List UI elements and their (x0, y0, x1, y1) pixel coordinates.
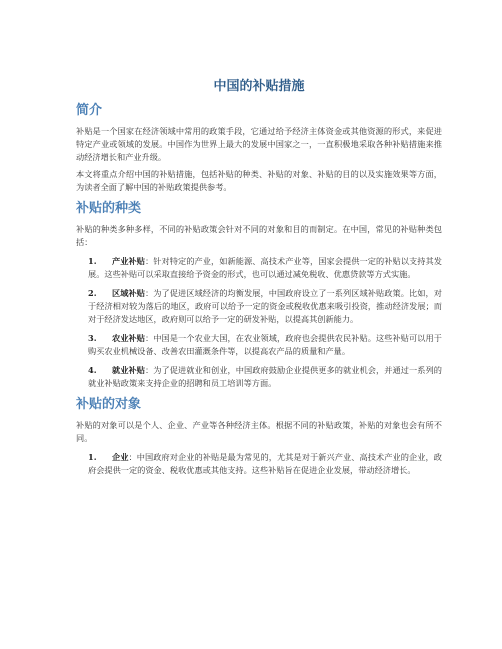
list-term: 区域补贴 (112, 288, 146, 298)
list-item (76, 451, 442, 477)
list-text: ：针对特定的产业，如新能源、高技术产业等，国家会提供一定的补贴以支持其发展。这些补贴可以采取直接给予资金的形式，也可以通过减免税收、优惠贷款等方式实施。 (88, 256, 442, 279)
list-item (76, 287, 442, 326)
section-types (76, 200, 442, 390)
section-heading-types: 补贴的种类 (76, 201, 142, 216)
list-term: 农业补贴 (112, 333, 146, 343)
section-heading-intro: 简介 (76, 103, 103, 118)
list-number: 1. (88, 452, 97, 462)
paragraph: 补贴的种类多种多样，不同的补贴政策会针对不同的对象和目的而制定。在中国，常见的补贴种类包括： (76, 224, 442, 247)
paragraph: 本文将重点介绍中国的补贴措施，包括补贴的种类、补贴的对象、补贴的目的以及实施效果等方面，为读者全面了解中国的补贴政策提供参考。 (76, 169, 442, 192)
list-text: ：为了促进就业和创业，中国政府鼓励企业提供更多的就业机会，并通过一系列的就业补贴政策来支持企业的招聘和员工培训等方面。 (88, 365, 442, 388)
list-term: 产业补贴 (112, 256, 146, 266)
list-text: ：中国政府对企业的补贴是最为常见的，尤其是对于新兴产业、高技术产业的企业，政府会提供一定的资金、税收优惠或其他支持。这些补贴旨在促进企业发展，带动经济增长。 (88, 452, 442, 475)
list-item (76, 332, 442, 358)
section-targets (76, 396, 442, 477)
list-number: 4. (88, 365, 97, 375)
section-heading-targets: 补贴的对象 (76, 397, 142, 412)
list-number: 2. (88, 288, 97, 298)
paragraph: 补贴的对象可以是个人、企业、产业等各种经济主体。根据不同的补贴政策，补贴的对象也会有所不同。 (76, 420, 442, 443)
list-item (76, 364, 442, 390)
paragraph: 补贴是一个国家在经济领域中常用的政策手段，它通过给予经济主体资金或其他资源的形式，来促进特定产业或领域的发展。中国作为世界上最大的发展中国家之一，一直积极地采取各种补贴措施来推动经济增长和产业升级。 (76, 126, 442, 162)
document-title: 中国的补贴措施 (213, 79, 305, 94)
list-term: 企业 (112, 452, 129, 462)
list-term: 就业补贴 (112, 365, 146, 375)
list-number: 3. (88, 333, 97, 343)
list-text: ：中国是一个农业大国，在农业领域，政府也会提供农民补贴。这些补贴可以用于购买农业机械设备、改善农田灌溉条件等，以提高农产品的质量和产量。 (88, 333, 442, 356)
section-intro (76, 102, 442, 194)
list-number: 1. (88, 256, 97, 266)
list-item (76, 255, 442, 281)
list-text: ：为了促进区域经济的均衡发展，中国政府设立了一系列区域补贴政策。比如，对于经济相对较为落后的地区，政府可以给予一定的资金或税收优惠来吸引投资，推动经济发展；而对于经济发达地区，政府则可以给予一定的研发补贴，以提高其创新能力。 (88, 288, 442, 324)
